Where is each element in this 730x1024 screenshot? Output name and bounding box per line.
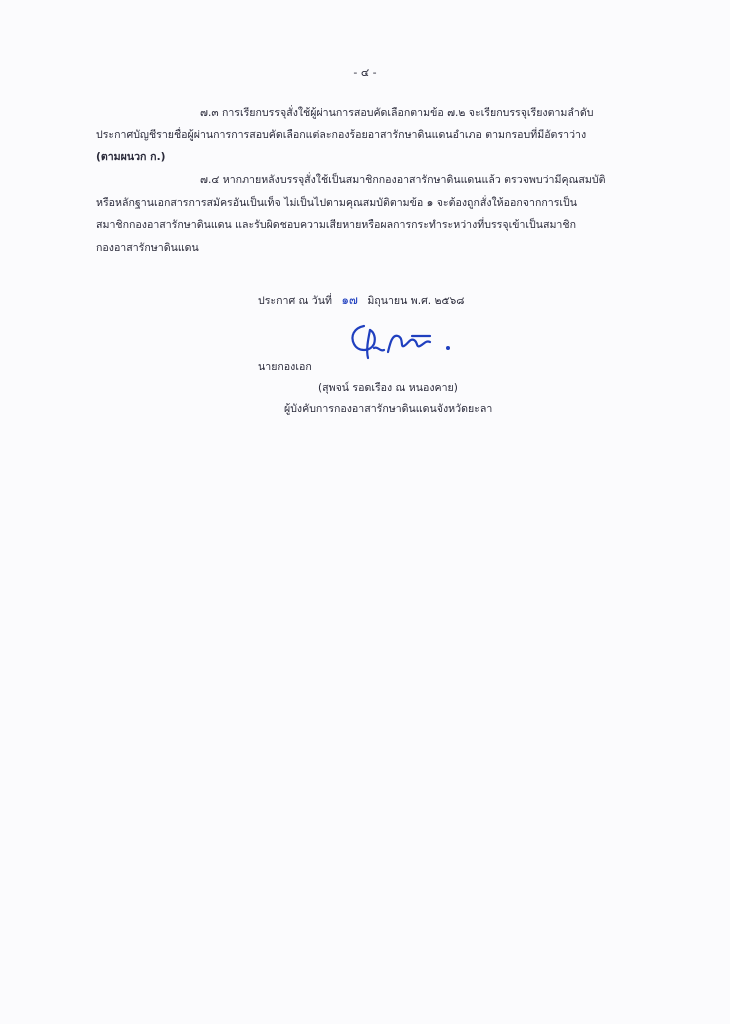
section-7-4-line-1: ๗.๔ หากภายหลังบรรจุสั่งใช้เป็นสมาชิกกองอาสารักษาดินแดนแล้ว ตรวจพบว่ามีคุณสมบัติ (200, 174, 606, 186)
section-7-4-line-4: กองอาสารักษาดินแดน (96, 242, 199, 254)
announcement-label: ประกาศ ณ วันที่ (258, 295, 332, 307)
signer-rank: นายกองเอก (258, 361, 312, 373)
signature-image (344, 322, 464, 366)
page-number: - ๔ - (353, 66, 377, 79)
signer-name: (สุพจน์ รอดเรือง ณ หนองคาย) (318, 382, 458, 394)
signer-position: ผู้บังคับการกองอาสารักษาดินแดนจังหวัดยะลา (284, 403, 493, 415)
section-7-4-line-3: สมาชิกกองอาสารักษาดินแดน และรับผิดชอบความเสียหายหรือผลการกระทำระหว่างที่บรรจุเข้าเป็นสมาชิก (96, 219, 576, 231)
announcement-line (258, 293, 464, 308)
announcement-day: ๑๗ (341, 293, 358, 307)
section-7-4-line-2: หรือหลักฐานเอกสารการสมัครอันเป็นเท็จ ไม่เป็นไปตามคุณสมบัติตามข้อ ๑ จะต้องถูกสั่งให้ออกจากการเป็น (96, 197, 578, 209)
section-7-3-line-1: ๗.๓ การเรียกบรรจุสั่งใช้ผู้ผ่านการสอบคัดเลือกตามข้อ ๗.๒ จะเรียกบรรจุเรียงตามลำดับ (200, 107, 594, 119)
section-7-3-line-2: ประกาศบัญชีรายชื่อผู้ผ่านการการสอบคัดเลือกแต่ละกองร้อยอาสารักษาดินแดนอำเภอ ตามกรอบที่มีอัตราว่าง (96, 129, 587, 141)
section-7-3-line-3: (ตามผนวก ก.) (96, 151, 166, 163)
announcement-month-year: มิถุนายน พ.ศ. ๒๕๖๘ (367, 295, 465, 307)
